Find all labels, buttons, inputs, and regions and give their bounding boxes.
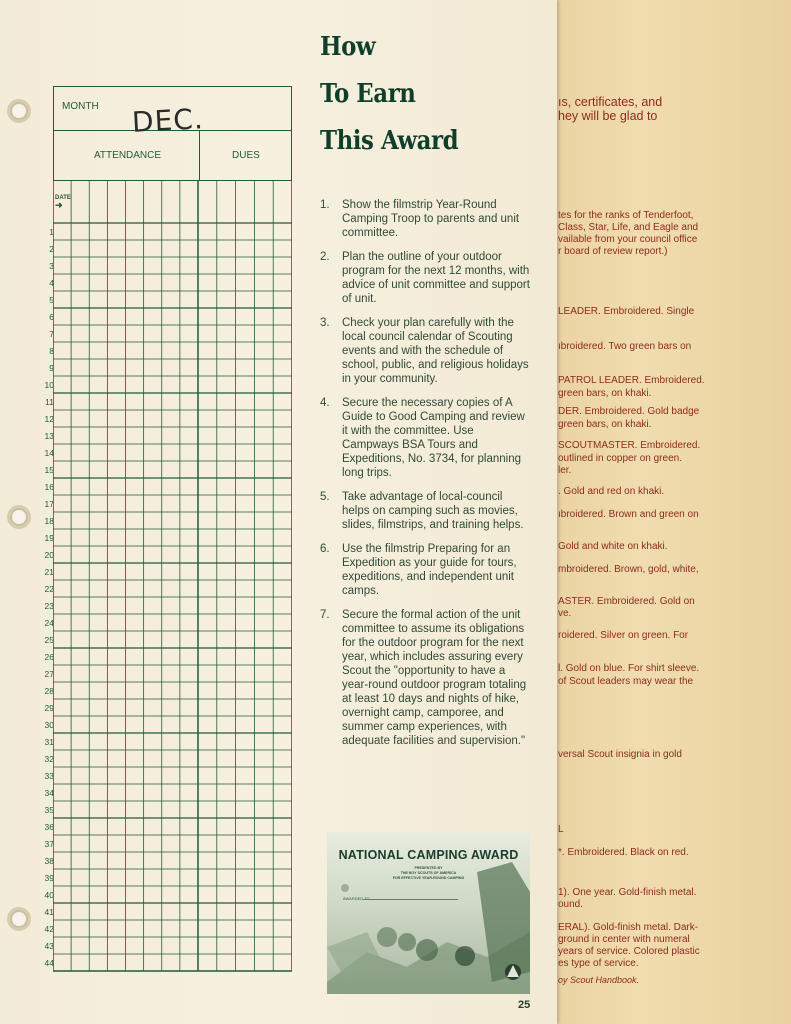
underpage-line: PATROL LEADER. Embroidered.	[558, 375, 705, 386]
underpage-line: ıbroidered. Two green bars on	[558, 341, 692, 352]
underpage-line: . Gold and red on khaki.	[558, 486, 665, 497]
underpage-line: Gold and white on khaki.	[558, 541, 668, 552]
underpage-line: DER. Embroidered. Gold badge	[558, 406, 700, 417]
row-number: 27	[44, 669, 54, 679]
award-step	[320, 316, 532, 386]
underpage-line: ve.	[558, 608, 572, 619]
row-number: 31	[44, 737, 54, 747]
row-number: 12	[44, 414, 54, 424]
step-number: 3.	[320, 317, 330, 329]
underpage-line: ler.	[558, 465, 572, 476]
underpage-line: LEADER. Embroidered. Single	[558, 306, 695, 317]
row-number: 25	[44, 635, 54, 645]
award-step	[320, 490, 532, 532]
underpage-line: oy Scout Handbook.	[558, 975, 640, 985]
underpage-line: ıbroidered. Brown and green on	[558, 509, 699, 520]
step-number: 7.	[320, 609, 330, 621]
step-text: Secure the necessary copies of A Guide to Good Camping and review it with the committee. Use Campways BSA Tours and Expeditions, No. 3734, for planning long trips.	[342, 397, 525, 479]
row-number: 14	[44, 448, 54, 458]
row-number: 23	[44, 601, 54, 611]
row-number: 4	[49, 278, 54, 288]
row-number: 43	[44, 941, 54, 951]
underpage-line: ground in center with numeral	[558, 934, 690, 945]
title-line-1: How	[320, 32, 376, 62]
underpage-line: outlined in copper on green.	[558, 453, 682, 464]
row-number: 8	[49, 346, 54, 356]
row-number: 11	[45, 397, 54, 407]
award-steps-list	[320, 198, 532, 758]
underpage-line: roidered. Silver on green. For	[558, 630, 689, 641]
row-number: 1	[49, 227, 54, 237]
row-number: 17	[44, 499, 54, 509]
award-step	[320, 396, 532, 480]
row-number: 22	[44, 584, 54, 594]
row-number: 44	[44, 958, 54, 968]
row-number: 28	[44, 686, 54, 696]
row-number: 19	[44, 533, 54, 543]
underpage-line: r board of review report.)	[558, 246, 668, 257]
row-number: 21	[44, 567, 54, 577]
row-number: 18	[44, 516, 54, 526]
underpage-line: ıs, certificates, and	[558, 95, 663, 109]
underpage-line: Class, Star, Life, and Eagle and	[558, 222, 699, 233]
step-text: Use the filmstrip Preparing for an Expedition as your guide for tours, expeditions, and independent unit camps.	[342, 543, 517, 597]
row-number: 37	[44, 839, 54, 849]
dues-label: DUES	[232, 150, 260, 161]
underpage-line: L	[558, 824, 564, 835]
step-number: 4.	[320, 397, 330, 409]
underpage-line: ERAL). Gold-finish metal. Dark-	[558, 922, 699, 933]
title-line-2: To Earn	[320, 79, 416, 109]
underpage-line: hey will be glad to	[558, 109, 658, 123]
row-number: 32	[44, 754, 54, 764]
underpage-line: years of service. Colored plastic	[558, 946, 700, 957]
row-number: 33	[44, 771, 54, 781]
camping-award-certificate	[327, 832, 530, 994]
step-text: Check your plan carefully with the local council calendar of Scouting events and with the schedule of school, public, and religious holidays in your community.	[342, 317, 529, 385]
step-number: 5.	[320, 491, 330, 503]
step-text: Show the filmstrip Year-Round Camping Troop to parents and unit committee.	[342, 199, 520, 239]
award-purpose: FOR EFFECTIVE YEAR-ROUND CAMPING	[392, 876, 465, 880]
row-number: 42	[44, 924, 54, 934]
title-line-3: This Award	[320, 126, 459, 156]
campers-illustration	[327, 832, 530, 994]
underpage-line: vailable from your council office	[558, 234, 698, 245]
row-number: 16	[44, 482, 54, 492]
award-step	[320, 608, 532, 748]
page-number: 25	[518, 999, 531, 1011]
step-text: Plan the outline of your outdoor program for the next 12 months, with advice of unit committee and support of unit.	[342, 251, 530, 305]
row-number: 39	[44, 873, 54, 883]
row-number: 30	[44, 720, 54, 730]
row-number: 40	[44, 890, 54, 900]
month-label: MONTH	[62, 101, 99, 112]
month-handwritten-value: DEC.	[131, 102, 205, 139]
page-title	[320, 24, 458, 165]
award-step	[320, 542, 532, 598]
row-number: 2	[49, 244, 54, 254]
row-number: 41	[44, 907, 54, 917]
step-number: 6.	[320, 543, 330, 555]
award-presented: PRESENTED BY	[414, 866, 443, 870]
binder-hole-top	[10, 102, 28, 120]
row-number: 26	[44, 652, 54, 662]
row-number: 10	[44, 380, 54, 390]
award-org: THE BOY SCOUTS OF AMERICA	[400, 871, 457, 875]
row-number: 3	[49, 261, 54, 271]
attendance-label: ATTENDANCE	[94, 150, 162, 161]
underpage-line: SCOUTMASTER. Embroidered.	[558, 440, 701, 451]
row-number: 38	[44, 856, 54, 866]
row-number: 15	[44, 465, 54, 475]
row-number: 13	[44, 431, 54, 441]
underpage-line: green bars, on khaki.	[558, 419, 652, 430]
underpage-line: *. Embroidered. Black on red.	[558, 847, 689, 858]
step-number: 2.	[320, 251, 330, 263]
awarded-to-label: AWARDED TO	[343, 896, 370, 901]
binder-hole-middle	[10, 508, 28, 526]
row-number: 35	[44, 805, 54, 815]
underpage-line: l. Gold on blue. For shirt sleeve.	[558, 663, 700, 674]
underpage-line: versal Scout insignia in gold	[558, 749, 682, 760]
binder-hole-bottom	[10, 910, 28, 928]
row-number: 5	[49, 295, 54, 305]
underpage-line: green bars, on khaki.	[558, 388, 652, 399]
step-text: Take advantage of local-council helps on camping such as movies, slides, filmstrips, and training helps.	[342, 491, 524, 531]
underpage-line: tes for the ranks of Tenderfoot,	[558, 210, 694, 221]
date-label: DATE ➜	[55, 195, 71, 210]
attendance-grid	[53, 180, 292, 995]
row-number: 7	[49, 329, 54, 339]
step-text: Secure the formal action of the unit committee to assume its obligations for the outdoor program for the next year, which includes assuring every Scout the "opportunity to have a year-round outdoor program totaling at least 10 days and nights of hike, overnight camp, camporee, and summer camp experiences, with adequate facilities and supervision."	[342, 609, 527, 747]
award-step	[320, 198, 532, 240]
underpage-line: es type of service.	[558, 958, 639, 969]
row-number: 36	[44, 822, 54, 832]
row-number: 34	[44, 788, 54, 798]
underpage-line: 1). One year. Gold-finish metal.	[558, 887, 697, 898]
row-number: 9	[49, 363, 54, 373]
award-step	[320, 250, 532, 306]
step-number: 1.	[320, 199, 330, 211]
row-number: 29	[44, 703, 54, 713]
row-number: 20	[44, 550, 54, 560]
underpage-line: ASTER. Embroidered. Gold on	[558, 596, 695, 607]
row-number: 6	[49, 312, 54, 322]
underpage-line: ound.	[558, 899, 584, 910]
underpage-line: mbroidered. Brown, gold, white,	[558, 564, 699, 575]
row-number: 24	[44, 618, 54, 628]
underpage-line: of Scout leaders may wear the	[558, 676, 694, 687]
award-heading: NATIONAL CAMPING AWARD	[338, 848, 519, 862]
